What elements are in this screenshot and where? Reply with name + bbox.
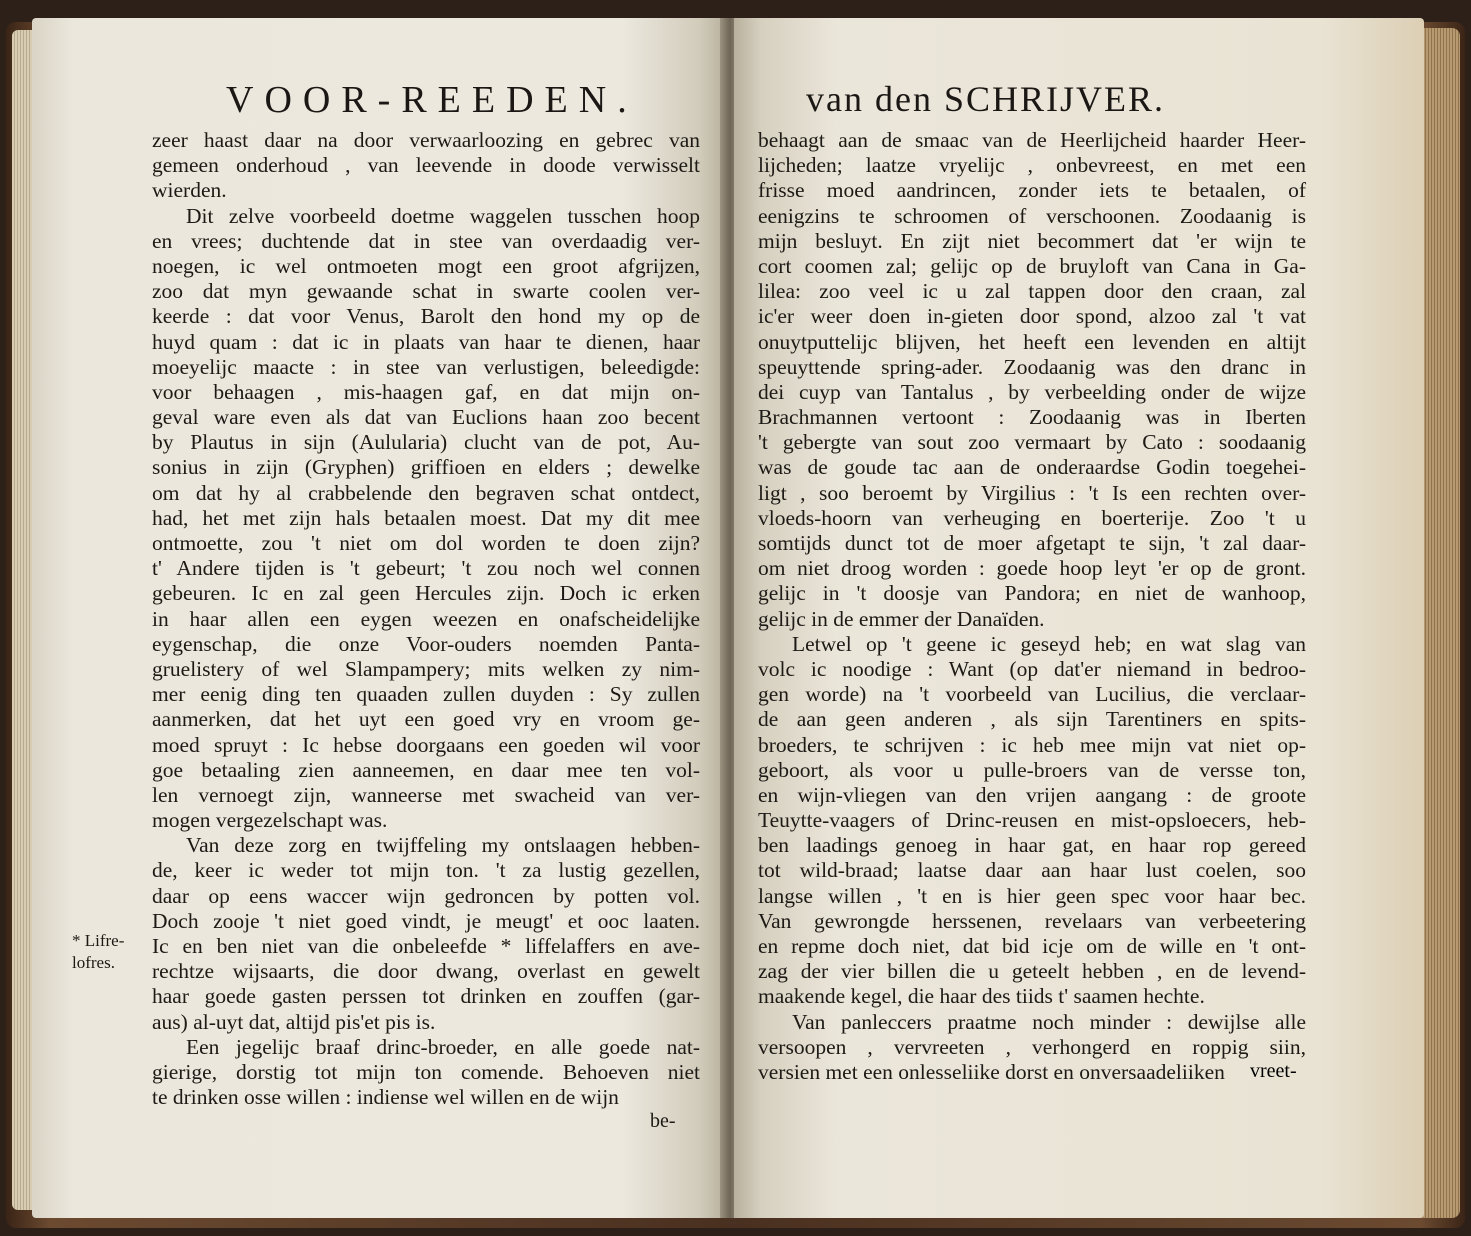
text-line: t' Andere tijden is 't gebeurt; 't zou noch wel connen [152, 556, 700, 581]
text-line: gebeuren. Ic en zal geen Hercules zijn. Doch ic erken [152, 581, 700, 606]
left-body-text [152, 128, 700, 1110]
right-catchword: vreet- [1250, 1060, 1297, 1082]
text-line: voor behaagen , mis-haagen gaf, en dat mijn on- [152, 379, 700, 404]
text-line: mer eenig ding ten quaaden zullen duyden : Sy zullen [152, 682, 700, 707]
text-line: gelijc in 't doosje van Pandora; en niet de wanhoop, [758, 581, 1306, 606]
text-line: zeer haast daar na door verwaarloozing en gebrec van [152, 128, 700, 152]
text-line: was de goude tac aan de onderaardse Godin toegehei- [758, 455, 1306, 480]
text-line: gen worde) na 't voorbeeld van Lucilius, die verclaar- [758, 682, 1306, 707]
text-line: vloeds-hoorn van verheuging en boerterije. Zoo 't u [758, 505, 1306, 530]
text-line: mogen vergezelschapt was. [152, 808, 388, 833]
text-line: en repme doch niet, dat bid icje om de wille en 't ont- [758, 934, 1306, 958]
text-line: onuytputtelijc blijven, het heeft een levenden en altijt [758, 329, 1306, 354]
text-line: Van deze zorg en twijffeling my ontslaagen hebben- [186, 833, 700, 858]
text-line: somtijds dunct tot de moer afgetapt te sijn, 't zal daar- [758, 531, 1306, 555]
text-line: haar goede gasten perssen tot drinken en zouffen (gar- [152, 984, 700, 1009]
text-line: om dat hy al crabbelende den begraven schat ontdect, [152, 480, 700, 505]
text-line: frisse moed aandrincen, zonder iets te betaalen, of [758, 178, 1306, 203]
left-page [32, 18, 726, 1218]
right-page [734, 18, 1424, 1218]
text-line: aanmerken, dat het uyt een goed vry en vroom ge- [152, 707, 700, 732]
text-line: in haar allen een eygen weezen en onafscheidelijke [152, 606, 700, 631]
text-line: de aan geen anderen , als sijn Tarentiners en spits- [758, 707, 1306, 732]
text-line: en wijn-vliegen van den vrijen aangang : de groote [758, 782, 1306, 807]
text-line: ligt , soo beroemt by Virgilius : 't Is een rechten over- [758, 480, 1306, 505]
text-line: Letwel op 't geene ic geseyd heb; en wat slag van [792, 631, 1306, 656]
text-line: Teuytte-vaagers of Drinc-reusen en mist-opsloecers, heb- [758, 808, 1306, 833]
margin-note [72, 930, 150, 974]
text-line: volc ic noodige : Want (op dat'er niemand in bedroo- [758, 656, 1306, 681]
text-line: 't gebergte van sout zoo vermaart by Cato : soodaanig [758, 430, 1306, 455]
text-line: gruelistery of wel Slampampery; mits welken zy nim- [152, 656, 700, 681]
text-line: daar op eens waccer wijn gedroncen by potten vol. [152, 883, 700, 908]
text-line: ontmoette, zou 't niet om dol worden te doen zijn? [152, 531, 700, 555]
text-line: len vernoegt zijn, wanneerse met swacheid van ver- [152, 782, 700, 807]
text-line: langse willen , 't en is hier geen spec voor haar bec. [758, 883, 1306, 908]
text-line: noegen, ic wel ontmoeten mogt een groot afgrijzen, [152, 253, 700, 278]
text-line: aus) al-uyt dat, altijd pis'et pis is. [152, 1009, 436, 1034]
text-line: gierige, dorstig tot mijn ton comende. Behoeven niet [152, 1059, 700, 1084]
text-line: had, het met zijn hals betaalen moest. Dat my dit mee [152, 505, 700, 530]
text-line: tot wild-braad; laatse daar aan haar lust coelen, soo [758, 858, 1306, 883]
text-line: goe betaaling zien aanneemen, en daar mee ten vol- [152, 757, 700, 782]
text-line: zag der vier billen die u geteelt hebben , en de levend- [758, 959, 1306, 984]
text-line: gelijc in de emmer der Danaïden. [758, 606, 1045, 631]
text-line: sonius in zijn (Gryphen) griffioen en elders ; dewelke [152, 455, 700, 480]
text-line: om niet droog worden : goede hoop leyt 'er op de gront. [758, 556, 1306, 581]
text-line: eygenschap, die onze Voor-ouders noemden Panta- [152, 631, 700, 656]
text-line: Een jegelijc braaf drinc-broeder, en alle goede nat- [186, 1034, 700, 1059]
text-line: speuyttende spring-ader. Zoodaanig was den dranc in [758, 354, 1306, 379]
text-line: maakende kegel, die haar des tiids t' saamen hechte. [758, 984, 1205, 1009]
left-running-head: VOOR-REEDEN. [226, 79, 638, 121]
text-line: ben laadings genoeg in haar gat, en haar rop gereed [758, 833, 1306, 858]
text-line: rechtze wijsaarts, die door dwang, overlast en gewelt [152, 959, 700, 984]
page-edges-right [1420, 28, 1460, 1218]
text-line: keerde : dat voor Venus, Barolt den hond my op de [152, 304, 700, 329]
text-line: Dit zelve voorbeeld doetme waggelen tusschen hoop [186, 203, 700, 228]
text-line: versien met een onlesseliike dorst en onversaadeliiken [758, 1059, 1225, 1084]
text-line: Ic en ben niet van die onbeleefde * liffelaffers en ave- [152, 934, 700, 958]
text-line: mijn besluyt. En zijt niet becommert dat 'er wijn te [758, 228, 1306, 253]
text-line: lijcheden; laatze vryelijc , onbevreest, en met een [758, 153, 1306, 178]
left-catchword: be- [650, 1110, 676, 1132]
text-line: zoo dat myn gewaande schat in swarte coolen ver- [152, 279, 700, 304]
margin-note-line: * Lifre- [72, 931, 125, 950]
text-line: en vrees; duchtende dat in stee van overdaadig ver- [152, 228, 700, 253]
text-line: te drinken osse willen : indiense wel willen en de wijn [152, 1085, 619, 1110]
right-body-text [758, 128, 1306, 1085]
margin-note-line: lofres. [72, 953, 115, 972]
text-line: wierden. [152, 178, 227, 203]
text-line: moed spruyt : Ic hebse doorgaans een goeden wil voor [152, 732, 700, 757]
text-line: huyd quam : dat ic in plaats van haar te dienen, haar [152, 329, 700, 354]
text-line: versoopen , vervreeten , verhongerd en roppig siin, [758, 1034, 1306, 1059]
text-line: cort coomen zal; gelijc op de bruyloft van Cana in Ga- [758, 253, 1306, 278]
text-line: ic'er weer doen in-gieten door spond, alzoo zal 't vat [758, 304, 1306, 329]
text-line: de, keer ic weder tot mijn ton. 't za lustig gezellen, [152, 858, 700, 883]
text-line: moeyelijc maacte : in stee van verlustigen, beleedigde: [152, 354, 700, 379]
text-line: Doch zooje 't niet goed vindt, je meugt' et ooc laaten. [152, 908, 700, 933]
right-running-head: van den SCHRIJVER. [806, 79, 1165, 119]
text-line: Van gewrongde herssenen, revelaars van verbeetering [758, 908, 1306, 933]
text-line: Van panleccers praatme noch minder : dewijlse alle [792, 1009, 1306, 1034]
text-line: Brachmannen vertoont : Zoodaanig was in Iberten [758, 405, 1306, 430]
text-line: lilea: zoo veel ic u zal tappen door den craan, zal [758, 279, 1306, 304]
text-line: geboort, als voor u pulle-broers van de versse ton, [758, 757, 1306, 782]
text-line: dei cuyp van Tantalus , by verbeelding onder de wijze [758, 379, 1306, 404]
text-line: geval ware even als dat van Euclions haan zoo becent [152, 405, 700, 430]
text-line: by Plautus in sijn (Aulularia) clucht van de pot, Au- [152, 430, 700, 455]
text-line: eenigzins te schroomen of verschoonen. Zoodaanig is [758, 203, 1306, 228]
text-line: behaagt aan de smaac van de Heerlijcheid haarder Heer- [758, 128, 1306, 152]
text-line: gemeen onderhoud , van leevende in doode verwisselt [152, 153, 700, 178]
text-line: broeders, te schrijven : ic heb mee mijn vat niet op- [758, 732, 1306, 757]
